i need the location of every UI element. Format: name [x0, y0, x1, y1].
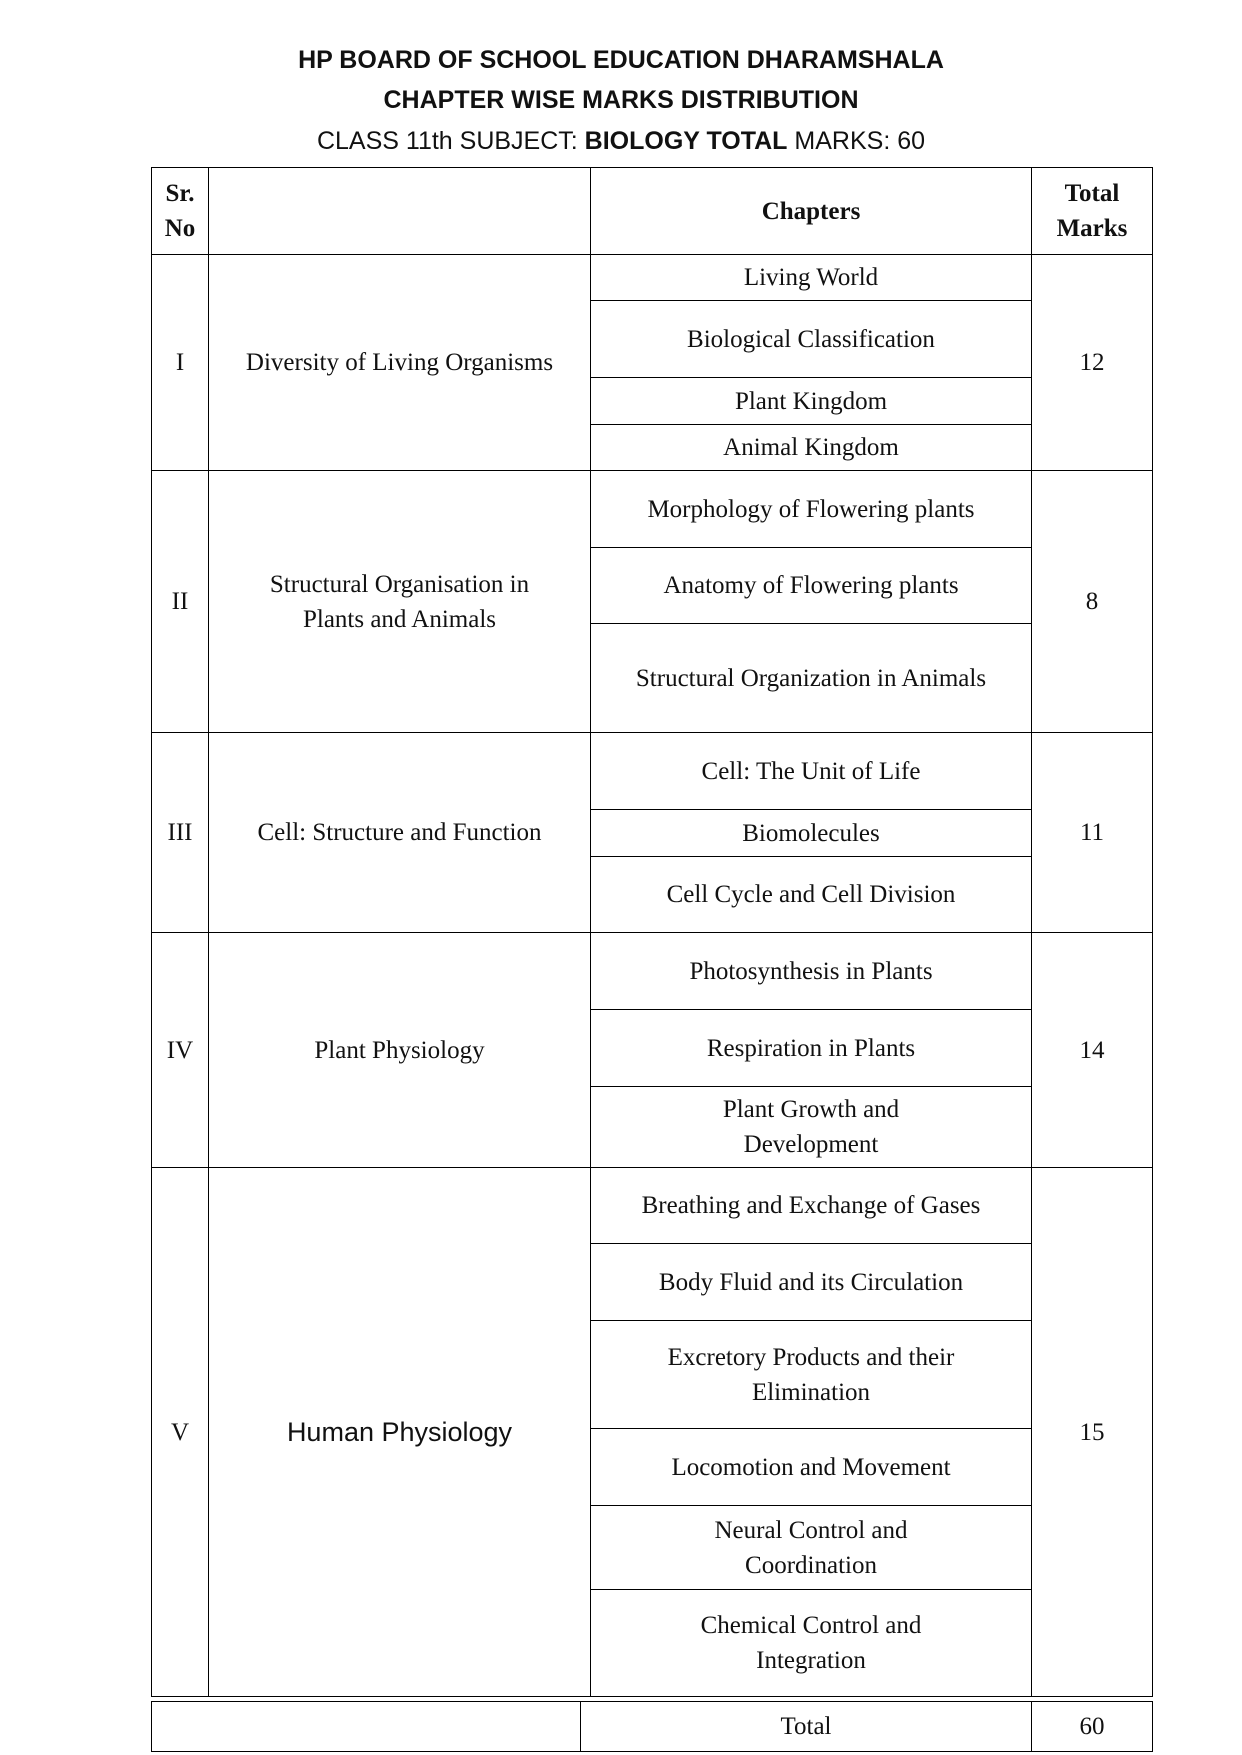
col-header-chapters: Chapters — [591, 168, 1032, 255]
chapter-cell: Neural Control and Coordination — [591, 1506, 1032, 1590]
unit-name: Diversity of Living Organisms — [209, 255, 591, 471]
header-class-subject — [0, 127, 1242, 156]
total-empty-cell — [152, 1702, 581, 1752]
col-header-total: Total Marks — [1032, 168, 1153, 255]
header-subtitle: CHAPTER WISE MARKS DISTRIBUTION — [383, 86, 859, 114]
table-row — [152, 255, 1153, 301]
unit-sr: V — [152, 1168, 209, 1697]
unit-marks: 11 — [1032, 733, 1153, 933]
chapter-cell: Cell Cycle and Cell Division — [591, 857, 1032, 933]
chapter-cell: Respiration in Plants — [591, 1010, 1032, 1087]
table-row — [152, 733, 1153, 810]
unit-name: Cell: Structure and Function — [209, 733, 591, 933]
marks-table — [151, 167, 1153, 1697]
table-header-row — [152, 168, 1153, 255]
chapter-cell: Biomolecules — [591, 810, 1032, 857]
table-row — [152, 933, 1153, 1010]
table-row — [152, 1168, 1153, 1244]
unit-marks: 15 — [1032, 1168, 1153, 1697]
chapter-cell: Animal Kingdom — [591, 425, 1032, 471]
chapter-cell: Cell: The Unit of Life — [591, 733, 1032, 810]
chapter-cell: Locomotion and Movement — [591, 1429, 1032, 1506]
table-row — [152, 471, 1153, 548]
chapter-cell: Excretory Products and their Elimination — [591, 1321, 1032, 1429]
chapter-cell: Photosynthesis in Plants — [591, 933, 1032, 1010]
unit-sr: III — [152, 733, 209, 933]
chapter-cell: Biological Classification — [591, 301, 1032, 378]
unit-sr: II — [152, 471, 209, 733]
unit-name: Plant Physiology — [209, 933, 591, 1168]
chapter-cell: Morphology of Flowering plants — [591, 471, 1032, 548]
unit-sr: I — [152, 255, 209, 471]
col-header-sr: Sr. No — [152, 168, 209, 255]
total-row — [152, 1702, 1153, 1752]
chapter-cell: Body Fluid and its Circulation — [591, 1244, 1032, 1321]
chapter-cell: Chemical Control and Integration — [591, 1590, 1032, 1697]
chapter-cell: Breathing and Exchange of Gases — [591, 1168, 1032, 1244]
unit-sr: IV — [152, 933, 209, 1168]
unit-name: Human Physiology — [209, 1168, 591, 1697]
total-value: 60 — [1032, 1702, 1153, 1752]
chapter-cell: Plant Kingdom — [591, 378, 1032, 425]
unit-marks: 8 — [1032, 471, 1153, 733]
chapter-cell: Plant Growth and Development — [591, 1087, 1032, 1168]
header-title: HP BOARD OF SCHOOL EDUCATION DHARAMSHALA — [298, 46, 944, 74]
chapter-cell: Structural Organization in Animals — [591, 624, 1032, 733]
class-label: CLASS 11th SUBJECT: — [316, 127, 585, 155]
unit-marks: 14 — [1032, 933, 1153, 1168]
subject-label: BIOLOGY TOTAL — [584, 127, 788, 155]
chapter-cell: Living World — [591, 255, 1032, 301]
marks-label: MARKS: 60 — [787, 127, 926, 155]
col-header-unit — [209, 168, 591, 255]
total-row-table — [151, 1701, 1153, 1752]
unit-marks: 12 — [1032, 255, 1153, 471]
chapter-cell: Anatomy of Flowering plants — [591, 548, 1032, 624]
total-label: Total — [581, 1702, 1032, 1752]
unit-name: Structural Organisation in Plants and Animals — [209, 471, 591, 733]
